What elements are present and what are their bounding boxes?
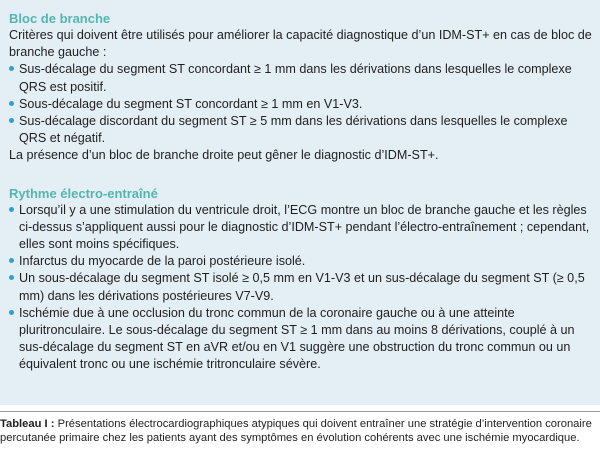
caption-label: Tableau I : xyxy=(0,418,55,430)
bullet-icon xyxy=(9,207,14,212)
list-item-text: Lorsqu’il y a une stimulation du ventricule droit, l’ECG montre un bloc de branche gauche et les règles ci-dessus s’appliquent aussi pour le diagnostic d’IDM-ST+ pendant l’électro-entraînement ; cependant, elles sont moins spécifiques. xyxy=(19,202,590,252)
list-item xyxy=(9,96,594,113)
bullet-icon xyxy=(9,66,14,71)
caption-text: Présentations électrocardiographiques atypiques qui doivent entraîner une stratégie d’intervention coronaire percutanée primaire chez les patients ayant des symptômes en évolution cohérents avec une ischémie myocardique. xyxy=(0,418,592,444)
table-caption xyxy=(0,418,596,445)
list-item-text: Ischémie due à une occlusion du tronc commun de la coronaire gauche ou à une atteinte pluritronculaire. Le sous-décalage du segment ST ≥ 1 mm dans au moins 8 dérivations, couplé à un sus-décalage du segment ST en aVR et/ou en V1 suggère une obstruction du tronc commun ou un équivalent tronc ou une ischémie tritronculaire sévère. xyxy=(19,305,575,372)
bullet-list-bloc-de-branche xyxy=(9,61,594,147)
list-item-text: Sous-décalage du segment ST concordant ≥ 1 mm en V1-V3. xyxy=(19,96,363,111)
list-item-text: Sus-décalage discordant du segment ST ≥ 5 mm dans les dérivations dans lesquelles le complexe QRS et négatif. xyxy=(19,114,568,146)
section-outro: La présence d’un bloc de branche droite peut gêner le diagnostic d’IDM-ST+. xyxy=(9,148,439,163)
bullet-icon xyxy=(9,118,14,123)
list-item-text: Un sous-décalage du segment ST isolé ≥ 0,5 mm en V1-V3 et un sus-décalage du segment ST (≥ 0,5 mm) dans les dérivations postérieures V7-V9. xyxy=(19,271,585,303)
section-title-rythme-electro-entraine: Rythme électro-entraîné xyxy=(9,185,158,201)
bullet-icon xyxy=(9,258,14,263)
list-item-text: Sus-décalage du segment ST concordant ≥ 1 mm dans les dérivations dans lesquelles le complexe QRS est positif. xyxy=(19,62,572,94)
section-intro: Critères qui doivent être utilisés pour améliorer la capacité diagnostique d’un IDM-ST+ en cas de bloc de branche gauche : xyxy=(9,28,592,60)
bullet-icon xyxy=(9,275,14,280)
list-item-text: Infarctus du myocarde de la paroi postérieure isolé. xyxy=(19,254,306,269)
list-item xyxy=(9,270,594,304)
list-item xyxy=(9,61,594,95)
list-item xyxy=(9,305,594,374)
list-item xyxy=(9,253,594,270)
bullet-icon xyxy=(9,310,14,315)
bullet-list-rythme xyxy=(9,202,594,374)
caption-divider xyxy=(0,411,600,412)
section-title-bloc-de-branche: Bloc de branche xyxy=(9,11,111,26)
list-item xyxy=(9,113,594,147)
list-item xyxy=(9,202,594,254)
bullet-icon xyxy=(9,101,14,106)
